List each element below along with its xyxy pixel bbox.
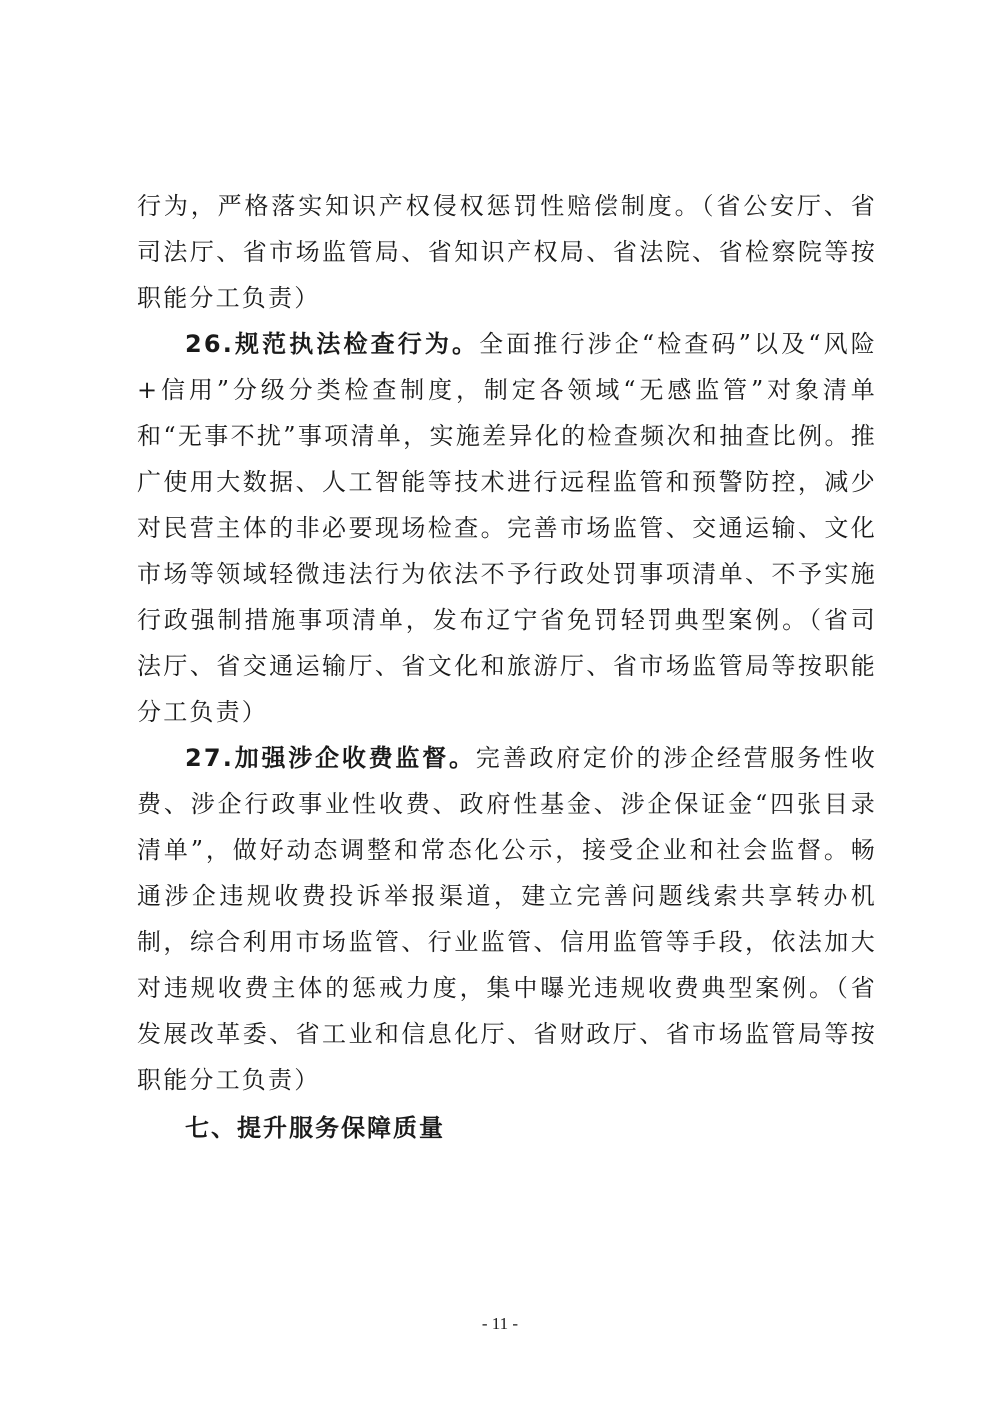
item-27-text: 完善政府定价的涉企经营服务性收费、涉企行政事业性收费、政府性基金、涉企保证金“四张目录清单”，做好动态调整和常态化公示，接受企业和社会监督。畅通涉企违规收费投诉举报渠道，建立完善问题线索共享转办机制，综合利用市场监管、行业监管、信用监管等手段，依法加大对违规收费主体的惩戒力度，集中曝光违规收费典型案例。（省发展改革委、省工业和信息化厅、省财政厅、省市场监管局等按职能分工负责） [137, 744, 877, 1094]
paragraph-continuation [137, 183, 877, 321]
item-26-title: 26.规范执法检查行为。 [185, 330, 480, 358]
page-number: - 11 - [481, 1314, 519, 1333]
document-body [137, 183, 877, 1151]
paragraph-item-26 [137, 321, 877, 735]
paragraph-item-27 [137, 735, 877, 1103]
item-26-text: 全面推行涉企“检查码”以及“风险+信用”分级分类检查制度，制定各领域“无感监管”对象清单和“无事不扰”事项清单，实施差异化的检查频次和抽查比例。推广使用大数据、人工智能等技术进行远程监管和预警防控，减少对民营主体的非必要现场检查。完善市场监管、交通运输、文化市场等领域轻微违法行为依法不予行政处罚事项清单、不予实施行政强制措施事项清单，发布辽宁省免罚轻罚典型案例。（省司法厅、省交通运输厅、省文化和旅游厅、省市场监管局等按职能分工负责） [137, 330, 877, 726]
section-heading: 七、提升服务保障质量 [185, 1114, 445, 1142]
item-27-title: 27.加强涉企收费监督。 [185, 744, 476, 772]
paragraph-text: 行为，严格落实知识产权侵权惩罚性赔偿制度。（省公安厅、省司法厅、省市场监管局、省知识产权局、省法院、省检察院等按职能分工负责） [137, 192, 877, 312]
